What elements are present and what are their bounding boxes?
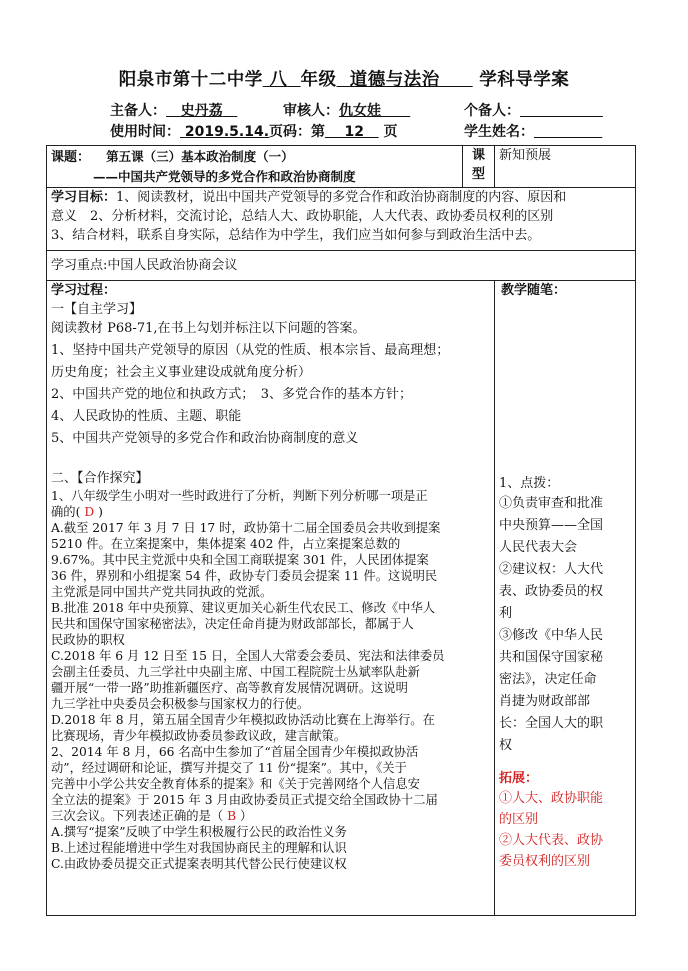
inquiry-1-line-1: 1、八年级学生小明对一些时政进行了分析，判断下列分析哪一项是正 <box>51 489 428 503</box>
lesson-title-cell <box>47 146 463 188</box>
lesson-title: 第五课（三）基本政治制度（一） <box>106 149 294 164</box>
question-5: 5、中国共产党领导的多党合作和政治协商制度的意义 <box>51 431 359 446</box>
learning-focus: 学习重点:中国人民政治协商会议 <box>51 258 238 273</box>
option-a-line: 5210 件。在立案提案中，集体提案 402 件，占立案提案总数的 <box>51 537 401 551</box>
teaching-notes-cell <box>495 281 636 916</box>
personal-editor-field: 个备人： <box>464 103 520 119</box>
note-line: 权 <box>499 738 513 753</box>
option-a-line: 9.67%。其中民主党派中央和全国工商联提案 301 件，人民团体提案 <box>51 553 429 567</box>
option-d-line: D.2018 年 8 月，第五届全国青少年模拟政协活动比赛在上海举行。在 <box>51 713 435 727</box>
notes-label: 教学随笔： <box>501 283 567 298</box>
inquiry-2-option-c: C.由政协委员提交正式提案表明其代替公民行使建议权 <box>51 857 347 871</box>
editor-field: 主备人： 史丹荔 <box>110 103 223 119</box>
option-c-line: 九三学社中央委员会积极参与国家权力的行使。 <box>51 697 310 711</box>
lesson-subtitle: ——中国共产党领导的多党合作和政治协商制度 <box>93 169 356 184</box>
option-b-line: 民共和国保守国家秘密法》，决定任命肖捷为财政部部长，都属于人 <box>51 617 414 631</box>
answer-2: B <box>223 809 241 823</box>
inquiry-2-line: 全立法的提案》于 2015 年 3 月由政协委员正式提交给全国政协十二届 <box>51 793 438 807</box>
inquiry-1-line-2: 确的( D ) <box>51 505 103 519</box>
note-line: 利 <box>499 606 513 621</box>
option-c-line: 会副主任委员、九三学社中央副主席、中国工程院院士丛斌率队赴新 <box>51 665 420 679</box>
process-label: 学习过程： <box>51 283 117 298</box>
option-c-line: C.2018 年 6 月 12 日至 15 日，全国人大常委会委员、宪法和法律委员 <box>51 649 445 663</box>
type-label-2: 型 <box>471 167 485 182</box>
question-1-line-2: 历史角度；社会主义事业建设成就角度分析） <box>51 365 312 380</box>
lesson-label: 课题： <box>51 150 91 165</box>
note-line: ①负责审查和批准 <box>499 496 604 511</box>
self-study-intro: 阅读教材 P68-71,在书上勾划并标注以下问题的答案。 <box>51 321 366 336</box>
inquiry-2-option-b: B.上述过程能增进中学生对我国协商民主的理解和认识 <box>51 841 347 855</box>
option-d-line: 比赛现场，青少年模拟政协委员参政议政，建言献策。 <box>51 729 347 743</box>
option-c-line: 疆开展“一带一路”助推新疆医疗、高等教育发展情况调研。这说明 <box>51 681 408 695</box>
inquiry-2-line: 动”，经过调研和论证，撰写并提交了 11 份“提案”。其中，《关于 <box>51 761 407 775</box>
goals-label: 学习目标： <box>51 190 117 205</box>
title-suffix: 学科导学案 <box>479 70 570 90</box>
learning-focus-cell <box>47 251 636 281</box>
type-label-1: 课 <box>471 148 485 163</box>
extension-line: ①人大、政协职能 <box>499 791 604 806</box>
inquiry-2-line: 完善中小学公共安全教育体系的提案》和《关于完善网络个人信息安 <box>51 777 420 791</box>
question-1-line-1: 1、坚持中国共产党领导的原因（从党的性质、根本宗旨、最高理想； <box>51 343 450 358</box>
student-name-field: 学生姓名： <box>464 124 534 140</box>
extension-line: ②人大代表、政协 <box>499 833 604 848</box>
lesson-type: 新知预展 <box>499 148 552 163</box>
points-label: 1、点拨： <box>499 476 560 491</box>
question-4: 4、人民政协的性质、主题、职能 <box>51 409 242 424</box>
answer-1: D <box>80 505 99 519</box>
inquiry-2-line: 三次会议。下列表述正确的是（ B ） <box>51 809 253 823</box>
note-line: 人民代表大会 <box>499 540 578 555</box>
note-line: 表、政协委员的权 <box>499 584 604 599</box>
lesson-type-label-cell <box>463 146 495 188</box>
section-cooperative-inquiry: 二、【合作探究】 <box>51 471 149 486</box>
option-a-line: 36 件，界别和小组提案 54 件，政协专门委员会提案 11 件。这说明民 <box>51 569 438 583</box>
page-title <box>0 66 688 91</box>
note-line: 中央预算——全国 <box>499 518 604 533</box>
learning-goals-cell <box>47 188 636 251</box>
reviewer-field: 审核人：仇女娃 <box>283 103 381 119</box>
date-field: 使用时间： 2019.5.14.页码：第 12 页 <box>110 124 398 140</box>
note-line: 长：全国人大的职 <box>499 716 604 731</box>
note-line: 共和国保守国家秘 <box>499 650 604 665</box>
option-a-line: A.截至 2017 年 3 月 7 日 17 时，政协第十二届全国委员会共收到提案 <box>51 521 441 535</box>
goal-3: 3、结合材料，联系自身实际，总结作为中学生，我们应当如何参与到政治生活中去。 <box>51 228 541 243</box>
section-self-study: 一【自主学习】 <box>51 302 143 317</box>
extension-line: 委员权利的区别 <box>499 854 591 869</box>
inquiry-2-line: 2、2014 年 8 月，66 名高中生参加了“首届全国青少年模拟政协活 <box>51 745 419 759</box>
option-b-line: B.批准 2018 年中央预算、建议更加关心新生代农民工、修改《中华人 <box>51 601 436 615</box>
goal-1: 1、阅读教材，说出中国共产党领导的多党合作和政治协商制度的内容、原因和 <box>116 190 567 205</box>
subject-value: 道德与法治 <box>349 70 440 90</box>
option-b-line: 民政协的职权 <box>51 633 125 647</box>
extension-line: 的区别 <box>499 812 539 827</box>
goal-2: 意义 2、分析材料，交流讨论，总结人大、政协职能，人大代表、政协委员权利的区别 <box>51 209 554 224</box>
inquiry-2-option-a: A.撰写“提案”反映了中学生积极履行公民的政治性义务 <box>51 825 347 839</box>
lesson-type-cell <box>495 146 636 188</box>
note-line: ③修改《中华人民 <box>499 628 604 643</box>
grade-value: 八 <box>269 70 288 90</box>
learning-process-cell <box>47 281 495 916</box>
school-name: 阳泉市第十二中学 <box>118 70 263 90</box>
note-line: 密法》，决定任命 <box>499 672 597 687</box>
extension-label: 拓展： <box>499 771 539 786</box>
option-a-line: 主党派是同中国共产党共同执政的党派。 <box>51 585 273 599</box>
question-2-3: 2、中国共产党的地位和执政方式； 3、多党合作的基本方针； <box>51 387 413 402</box>
note-line: 肖捷为财政部部 <box>499 694 591 709</box>
lesson-table <box>46 145 636 916</box>
grade-suffix: 年级 <box>300 70 337 90</box>
note-line: ②建议权：人大代 <box>499 562 604 577</box>
